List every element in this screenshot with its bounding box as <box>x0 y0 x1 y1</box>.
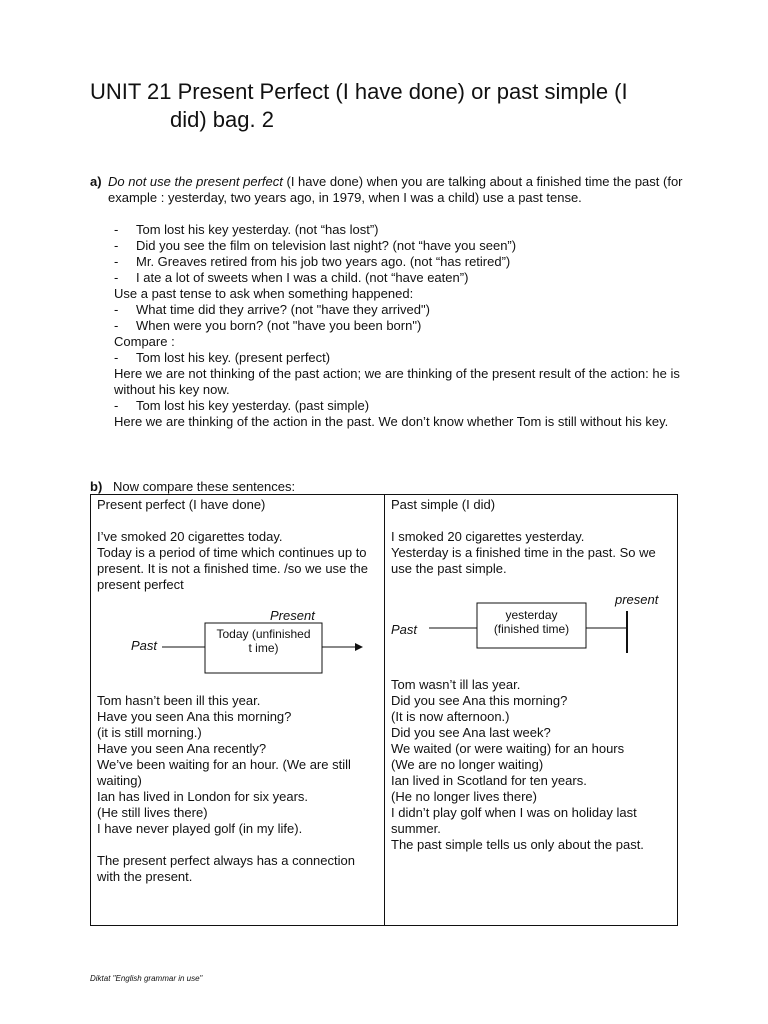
left-line-8: I have never played golf (in my life). <box>97 821 303 836</box>
left-line-7: (He still lives there) <box>97 805 208 820</box>
section-b-intro-text: Now compare these sentences: <box>113 479 296 494</box>
right-p2: Yesterday is a finished time in the past. So we use the past simple. <box>391 545 656 576</box>
present-perfect-column <box>97 497 379 885</box>
today-box-text: Today (unfinished t ime) <box>216 627 311 655</box>
right-line-7: Ian lived in Scotland for ten years. <box>391 773 587 788</box>
ask-example-2: - When were you born? (not "have you been born") <box>114 318 690 334</box>
right-conclusion: The past simple tells us only about the past. <box>391 837 644 852</box>
compare-2: - Tom lost his key yesterday. (past simple) <box>114 398 690 414</box>
right-line-3: (It is now afternoon.) <box>391 709 510 724</box>
compare-1: - Tom lost his key. (present perfect) <box>114 350 690 366</box>
title-line-1: UNIT 21 Present Perfect (I have done) or past simple (I <box>90 79 628 104</box>
page-title <box>90 78 690 134</box>
section-a-intro-rest: (I have done) when you are talking about a finished time the past (for example : yesterday, two years ago, in 1979, when I was a child) use a past tense. <box>108 174 683 205</box>
right-line-9: I didn’t play golf when I was on holiday last summer. <box>391 805 637 836</box>
past-label-right: Past <box>391 622 418 637</box>
left-header: Present perfect (I have done) <box>97 497 266 512</box>
arrowhead-left <box>355 643 363 651</box>
title-line-2: did) bag. 2 <box>170 107 274 132</box>
right-line-2: Did you see Ana this morning? <box>391 693 568 708</box>
left-p2: Today is a period of time which continues up to present. It is not a finished time. /so we use the present perfect <box>97 545 368 592</box>
right-line-8: (He no longer lives there) <box>391 789 537 804</box>
example-1: - Tom lost his key yesterday. (not “has lost”) <box>114 222 690 238</box>
past-simple-column <box>391 497 673 853</box>
table-divider <box>384 495 385 925</box>
left-conclusion: The present perfect always has a connection with the present. <box>97 853 355 884</box>
left-line-4: Have you seen Ana recently? <box>97 741 267 756</box>
compare-2-note: Here we are thinking of the action in the past. We don’t know whether Tom is still without his key. <box>114 414 669 429</box>
right-p1: I smoked 20 cigarettes yesterday. <box>391 529 585 544</box>
section-a <box>90 174 690 430</box>
yesterday-box-text: yesterday (finished time) <box>493 608 570 636</box>
past-simple-timeline <box>391 593 673 677</box>
comparison-table <box>90 494 678 926</box>
left-line-3: (it is still morning.) <box>97 725 202 740</box>
ask-line: Use a past tense to ask when something happened: <box>114 286 414 301</box>
left-line-2: Have you seen Ana this morning? <box>97 709 292 724</box>
left-p1: I’ve smoked 20 cigarettes today. <box>97 529 283 544</box>
example-4: - I ate a lot of sweets when I was a child. (not “have eaten”) <box>114 270 690 286</box>
present-perfect-timeline <box>97 609 379 693</box>
example-2: - Did you see the film on television last night? (not “have you seen”) <box>114 238 690 254</box>
right-header: Past simple (I did) <box>391 497 496 512</box>
left-line-5: We’ve been waiting for an hour. (We are still waiting) <box>97 757 351 788</box>
left-line-6: Ian has lived in London for six years. <box>97 789 309 804</box>
footer-text: Diktat "English grammar in use" <box>90 974 203 983</box>
ask-example-1: - What time did they arrive? (not "have they arrived") <box>114 302 690 318</box>
past-label-left: Past <box>131 638 158 653</box>
left-line-1: Tom hasn’t been ill this year. <box>97 693 261 708</box>
compare-1-note: Here we are not thinking of the past action; we are thinking of the present result of the action: he is without his key now. <box>114 366 680 397</box>
right-line-4: Did you see Ana last week? <box>391 725 551 740</box>
right-line-6: (We are no longer waiting) <box>391 757 544 772</box>
section-b-intro <box>90 479 690 495</box>
compare-label: Compare : <box>114 334 175 349</box>
section-a-marker: a) <box>90 174 102 189</box>
section-b-marker: b) <box>90 479 103 494</box>
section-a-intro-italic: Do not use the present perfect <box>108 174 283 189</box>
present-label-left: Present <box>270 608 315 623</box>
example-3: - Mr. Greaves retired from his job two years ago. (not “has retired”) <box>114 254 690 270</box>
right-line-1: Tom wasn’t ill las year. <box>391 677 521 692</box>
present-label-right: present <box>615 592 659 607</box>
right-line-5: We waited (or were waiting) for an hours <box>391 741 625 756</box>
